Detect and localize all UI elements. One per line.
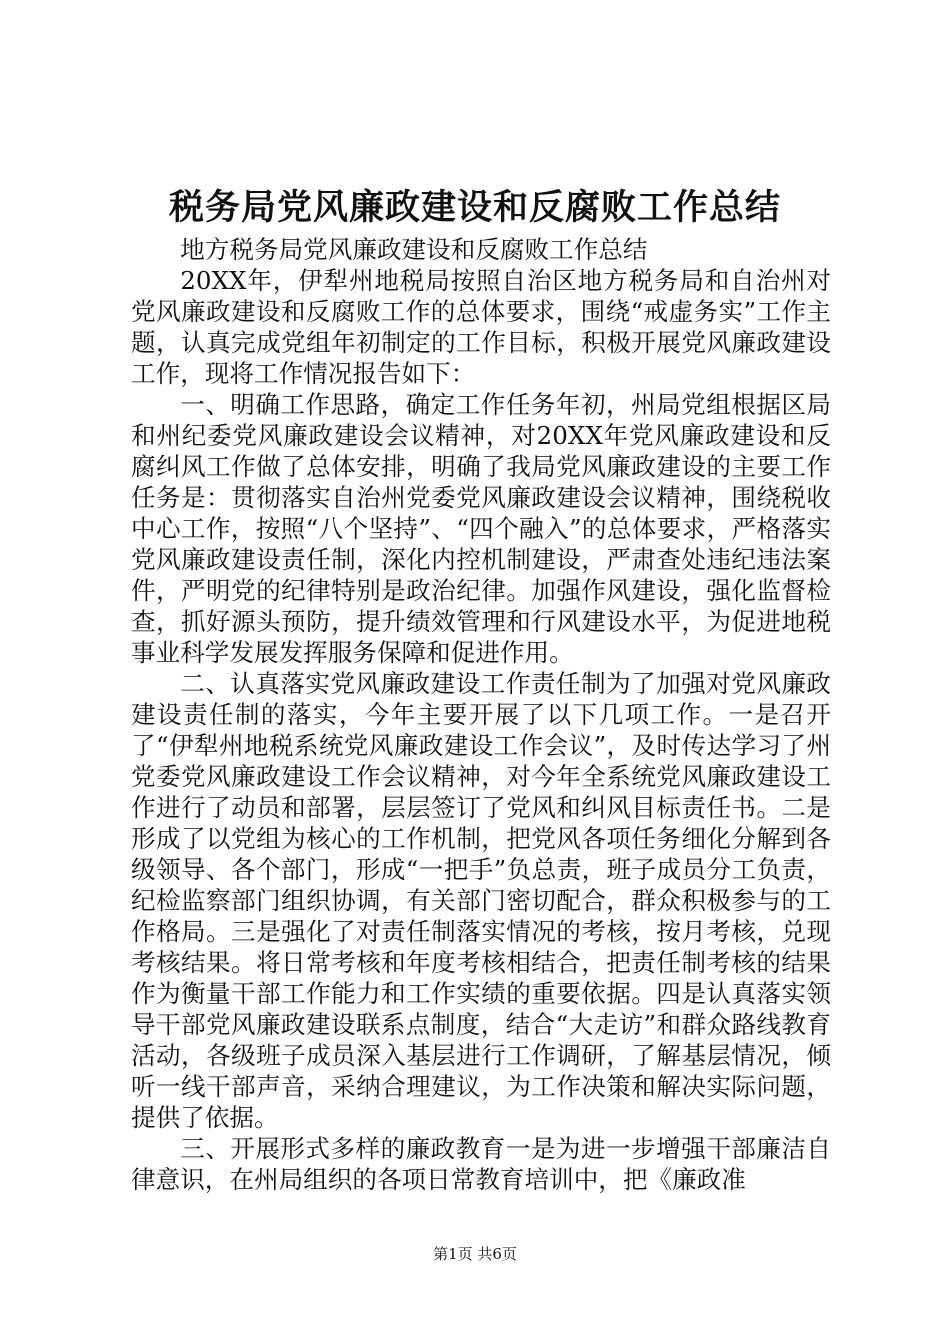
paragraph-subtitle: 地方税务局党风廉政建设和反腐败工作总结 [180,235,648,264]
paragraph-intro: 20XX年，伊犁州地税局按照自治区地方税务局和自治州对党风廉政建设和反腐败工作的总体要求，围绕“戒虚务实”工作主题，认真完成党组年初制定的工作目标，积极开展党风廉政建设工作，现将工作情况报告如下： [131,266,831,388]
paragraph-section-3: 三、开展形式多样的廉政教育一是为进一步增强干部廉洁自律意识，在州局组织的各项日常教育培训中，把《廉政准 [131,1134,831,1194]
paragraph-section-2: 二、认真落实党风廉政建设工作责任制为了加强对党风廉政建设责任制的落实，今年主要开展了以下几项工作。一是召开了“伊犁州地税系统党风廉政建设工作会议”，及时传达学习了州党委党风廉政建设工作会议精神，对今年全系统党风廉政建设工作进行了动员和部署，层层签订了党风和纠风目标责任书。二是形成了以党组为核心的工作机制，把党风各项任务细化分解到各级领导、各个部门，形成“一把手”负总责，班子成员分工负责，纪检监察部门组织协调，有关部门密切配合，群众积极参与的工作格局。三是强化了对责任制落实情况的考核，按月考核，兑现考核结果。将日常考核和年度考核相结合，把责任制考核的结果作为衡量干部工作能力和工作实绩的重要依据。四是认真落实领导干部党风廉政建设联系点制度，结合“大走访”和群众路线教育活动，各级班子成员深入基层进行工作调研，了解基层情况，倾听一线干部声音，采纳合理建议，为工作决策和解决实际问题，提供了依据。 [131,669,831,1132]
paragraph-section-1: 一、明确工作思路，确定工作任务年初，州局党组根据区局和州纪委党风廉政建设会议精神，对20XX年党风廉政建设和反腐纠风工作做了总体安排，明确了我局党风廉政建设的主要工作任务是：贯彻落实自治州党委党风廉政建设会议精神，围绕税收中心工作，按照“八个坚持”、“四个融入”的总体要求，严格落实党风廉政建设责任制，深化内控机制建设，严肃查处违纪违法案件，严明党的纪律特别是政治纪律。加强作风建设，强化监督检查，抓好源头预防，提升绩效管理和行风建设水平，为促进地税事业科学发展发挥服务保障和促进作用。 [131,390,831,667]
document-title: 税务局党风廉政建设和反腐败工作总结 [168,187,781,228]
page-footer: 第1页 共6页 [433,1245,517,1263]
document-body [131,234,831,1195]
